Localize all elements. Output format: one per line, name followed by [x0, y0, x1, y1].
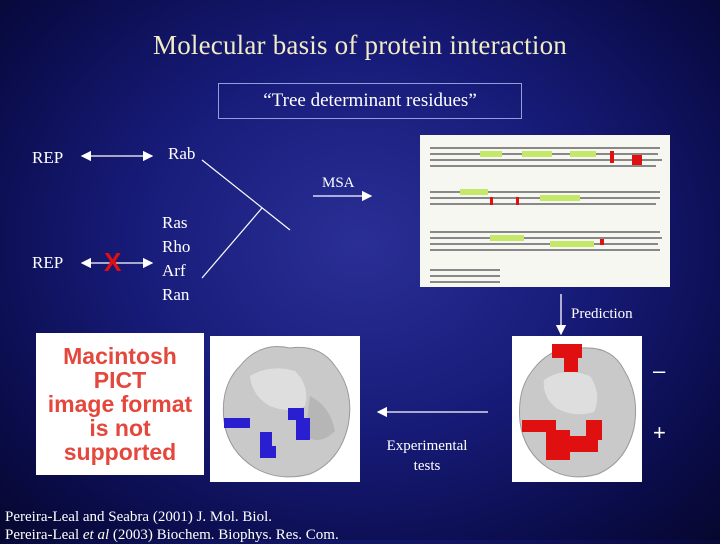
family-ran: Ran	[162, 285, 190, 304]
references	[5, 508, 339, 544]
subtitle-box: “Tree determinant residues”	[218, 83, 522, 119]
alignment-figure	[420, 135, 670, 287]
tree-branch-bottom	[202, 208, 262, 278]
rep-label-top: REP	[32, 148, 64, 167]
reference-2-prefix: Pereira-Leal	[5, 527, 83, 543]
reference-2-italic: et al	[82, 527, 110, 543]
protein-red-render	[512, 336, 642, 482]
reference-2	[5, 526, 339, 544]
rab-label: Rab	[168, 144, 196, 163]
protein-surface-predicted	[512, 336, 642, 482]
pict-line-1: Macintosh PICT	[63, 343, 177, 393]
msa-label: MSA	[322, 175, 355, 191]
pict-unsupported-placeholder	[36, 333, 204, 475]
msa-alignment-image	[420, 135, 670, 287]
positive-result-sign: +	[653, 420, 666, 445]
family-ras: Ras	[162, 213, 188, 232]
pict-line-3: is not supported	[63, 415, 177, 465]
experimental-label-line-1: Experimental	[386, 438, 468, 454]
family-arf: Arf	[162, 261, 186, 280]
protein-blue-render	[210, 336, 360, 482]
family-rho: Rho	[162, 237, 191, 256]
experimental-label-line-2: tests	[413, 458, 441, 474]
pict-line-2: image format	[47, 391, 193, 417]
protein-surface-experimental	[210, 336, 360, 482]
prediction-label: Prediction	[571, 306, 633, 322]
reference-1: Pereira-Leal and Seabra (2001) J. Mol. Biol.	[5, 509, 273, 525]
slide-title: Molecular basis of protein interaction	[153, 30, 567, 60]
rep-label-bottom: REP	[32, 253, 64, 272]
other-families-list	[162, 211, 190, 307]
tree-branch-top	[202, 160, 290, 230]
no-interaction-x-icon: X	[104, 247, 122, 277]
negative-result-sign: –	[653, 358, 666, 383]
reference-2-suffix: (2003) Biochem. Biophys. Res. Com.	[109, 527, 339, 543]
experimental-tests-label	[372, 436, 482, 476]
